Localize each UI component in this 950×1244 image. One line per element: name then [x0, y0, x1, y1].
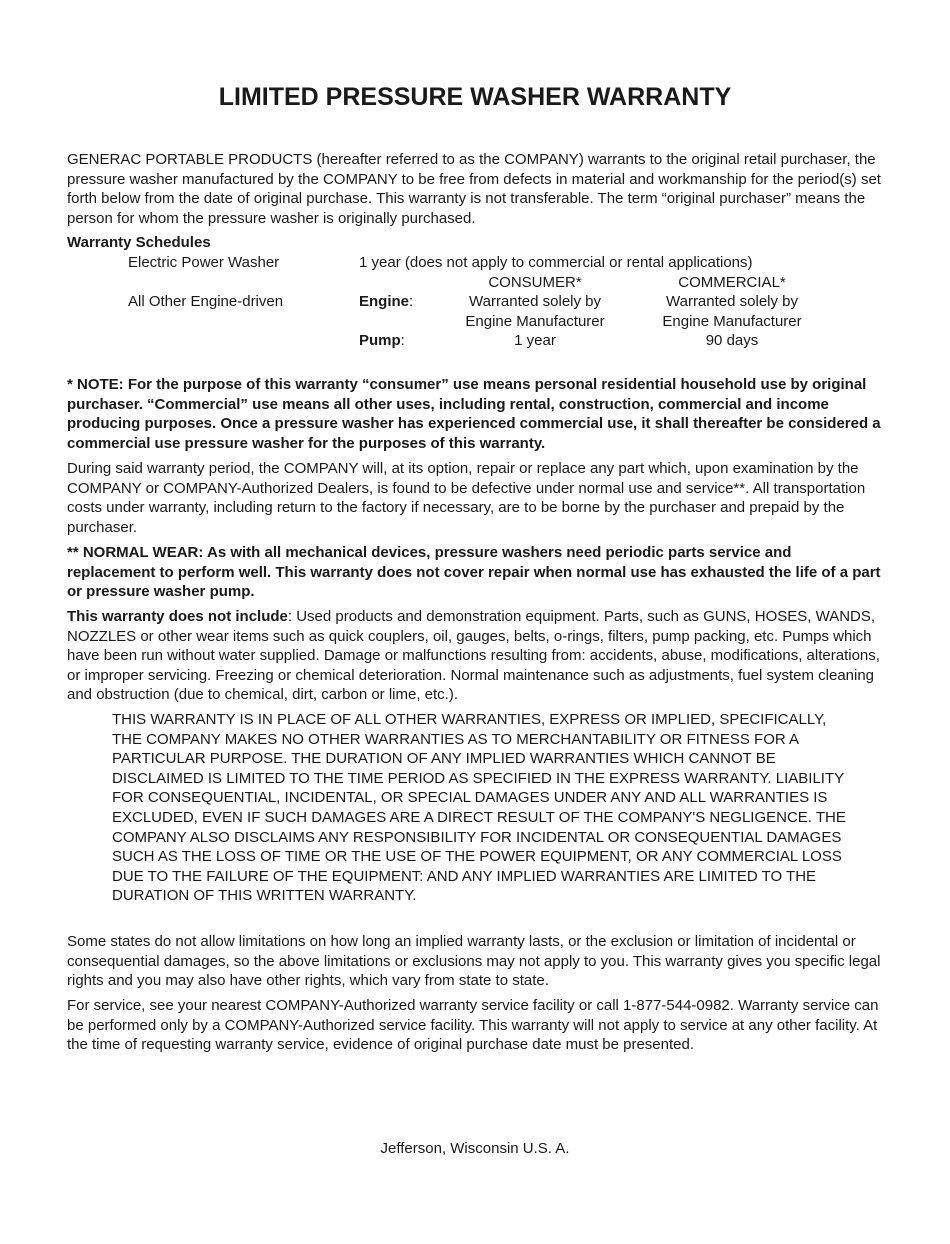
pump-consumer-term: 1 year	[514, 332, 556, 349]
pump-commercial-term: 90 days	[705, 332, 759, 349]
warranty-schedules-heading: Warranty Schedules	[67, 234, 211, 251]
page-title: LIMITED PRESSURE WASHER WARRANTY	[218, 83, 732, 111]
footer-location: Jefferson, Wisconsin U.S. A.	[380, 1140, 570, 1157]
warranty-schedule-table	[0, 253, 950, 353]
engine-commercial-term-line1: Warranted solely by	[666, 293, 798, 310]
pump-row-label: Pump:	[359, 332, 405, 349]
engine-driven-label: All Other Engine-driven	[128, 293, 284, 310]
electric-washer-label: Electric Power Washer	[128, 254, 280, 271]
service-paragraph: For service, see your nearest COMPANY-Authorized warranty service facility or call 1-877-544-0982. Warranty service can be performed only by a COMPANY-Authorized service facility. This warranty will not apply to service at any other facility. At the time of requesting warranty service, evidence of original purchase date must be presented.	[67, 997, 879, 1054]
engine-consumer-term-line1: Warranted solely by	[469, 293, 601, 310]
warranty-disclaimer: THIS WARRANTY IS IN PLACE OF ALL OTHER WARRANTIES, EXPRESS OR IMPLIED, SPECIFICALLY, THE COMPANY MAKES NO OTHER WARRANTIES AS TO MERCHANTABILITY OR FITNESS FOR A PARTICULAR PURPOSE. THE DURATION OF ANY IMPLIED WARRANTIES WHICH CANNOT BE DISCLAIMED IS LIMITED TO THE TIME PERIOD AS SPECIFIED IN THE EXPRESS WARRANTY. LIABILITY FOR CONSEQUENTIAL, INCIDENTAL, OR SPECIAL DAMAGES UNDER ANY AND ALL WARRANTIES IS EXCLUDED, EVEN IF SUCH DAMAGES ARE A DIRECT RESULT OF THE COMPANY'S NEGLIGENCE. THE COMPANY ALSO DISCLAIMS ANY RESPONSIBILITY FOR INCIDENTAL OR CONSEQUENTIAL DAMAGES SUCH AS THE LOSS OF TIME OR THE USE OF THE POWER EQUIPMENT, OR ANY COMMERCIAL LOSS DUE TO THE FAILURE OF THE EQUIPMENT: AND ANY IMPLIED WARRANTIES ARE LIMITED TO THE DURATION OF THIS WRITTEN WARRANTY.	[112, 711, 846, 905]
intro-paragraph: GENERAC PORTABLE PRODUCTS (hereafter referred to as the COMPANY) warrants to the original retail purchaser, the pressure washer manufactured by the COMPANY to be free from defects in material and workmanship for the period(s) set forth below from the date of original purchase. This warranty is not transferable. The term “original purchaser” means the person for whom the pressure washer is originally purchased.	[67, 151, 881, 227]
normal-wear-note: ** NORMAL WEAR: As with all mechanical devices, pressure washers need periodic parts service and replacement to perform well. This warranty does not cover repair when normal use has exhausted the life of a part or pressure washer pump.	[67, 544, 881, 601]
consumer-column-header: CONSUMER*	[488, 273, 582, 291]
exclusions-paragraph	[67, 607, 882, 705]
consumer-commercial-note: * NOTE: For the purpose of this warranty “consumer” use means personal residential household use by original purchaser. “Commercial” use means all other uses, including rental, construction, commercial and income producing purposes. Once a pressure washer has experienced commercial use, it shall thereafter be considered a commercial use pressure washer for the purposes of this warranty.	[67, 376, 881, 452]
engine-row-label: Engine:	[359, 293, 414, 310]
engine-consumer-term-line2: Engine Manufacturer	[465, 312, 605, 330]
engine-commercial-term-line2: Engine Manufacturer	[662, 312, 802, 330]
state-rights-paragraph: Some states do not allow limitations on how long an implied warranty lasts, or the exclusion or limitation of incidental or consequential damages, so the above limitations or exclusions may not apply to you. This warranty gives you specific legal rights and you may also have other rights, which vary from state to state.	[67, 933, 881, 990]
exclusions-body: : Used products and demonstration equipment. Parts, such as GUNS, HOSES, WANDS, NOZZLES or other wear items such as quick couplers, oil, gauges, belts, o-rings, filters, pump packing, etc. Pumps which have been run without water supplied. Damage or malfunctions resulting from: accidents, abuse, modifications, alterations, or improper servicing. Freezing or chemical deterioration. Normal maintenance such as adjustments, fuel system cleaning and obstruction (due to chemical, dirt, carbon or lime, etc.).	[67, 608, 880, 704]
electric-washer-term: 1 year (does not apply to commercial or rental applications)	[359, 254, 753, 271]
warranty-period-paragraph: During said warranty period, the COMPANY will, at its option, repair or replace any part which, upon examination by the COMPANY or COMPANY-Authorized Dealers, is found to be defective under normal use and service**. All transportation costs under warranty, including return to the factory if necessary, are to be borne by the purchaser and prepaid by the purchaser.	[67, 460, 866, 536]
commercial-column-header: COMMERCIAL*	[678, 273, 786, 291]
exclusions-lead: This warranty does not include	[67, 608, 288, 625]
